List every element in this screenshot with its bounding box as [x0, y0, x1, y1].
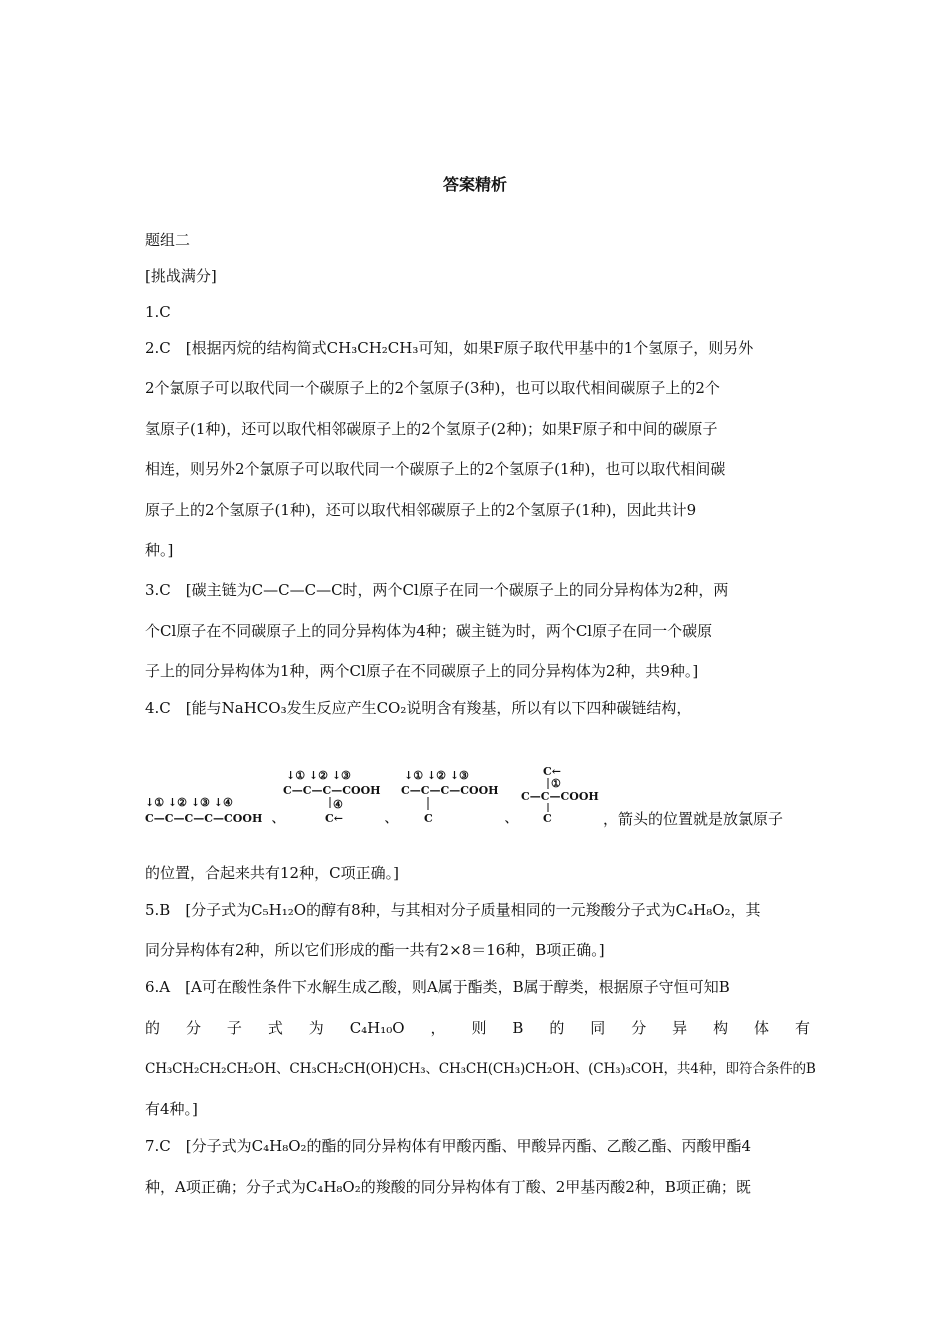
answer-3-line-2: 个Cl原子在不同碳原子上的同分异构体为4种；碳主链为时，两个Cl原子在同一个碳原 — [145, 622, 713, 640]
structure-diagrams — [145, 765, 615, 832]
word: 体 — [754, 1019, 770, 1037]
word: 构 — [713, 1019, 729, 1037]
structure-2-branch: C← — [325, 812, 343, 825]
word: 有 — [794, 1019, 810, 1037]
word: 分 — [185, 1019, 201, 1037]
structure-1-arrows: ↓① ↓② ↓③ ↓④ — [145, 796, 233, 809]
structure-2-arrows: ↓① ↓② ↓③ — [286, 769, 351, 782]
answer-4-line-1: 4.C [能与NaHCO₃发生反应产生CO₂说明含有羧基，所以有以下四种碳链结构， — [145, 699, 692, 717]
structure-3-arrows: ↓① ↓② ↓③ — [404, 769, 469, 782]
structure-1-chain: C—C—C—C—COOH — [145, 812, 263, 825]
word: 则 — [471, 1019, 487, 1037]
word: C₄H₁₀O — [349, 1019, 405, 1037]
word: 的 — [549, 1019, 565, 1037]
structure-3-chain: C—C—C—COOH — [401, 784, 499, 797]
structure-4-top: C← — [543, 765, 561, 778]
word: B — [512, 1019, 524, 1037]
word: 的 — [145, 1019, 161, 1037]
word: 分 — [631, 1019, 647, 1037]
structure-2-chain: C—C—C—COOH — [283, 784, 381, 797]
answer-5-line-1: 5.B [分子式为C₅H₁₂O的醇有8种，与其相对分子质量相同的一元羧酸分子式为C₄H₈O₂，其 — [145, 901, 761, 919]
separator-2: 、 — [385, 812, 396, 825]
carbon-chain-structures — [145, 765, 810, 832]
answer-2-line-1: 2.C [根据丙烷的结构简式CH₃CH₂CH₃可知，如果F原子取代甲基中的1个氢原子，则另外 — [145, 339, 754, 357]
answer-2-line-2: 2个氯原子可以取代同一个碳原子上的2个氢原子(3种)，也可以取代相间碳原子上的2个 — [145, 379, 720, 397]
subsection-heading: [挑战满分] — [145, 267, 217, 285]
answer-1: 1.C — [145, 303, 171, 321]
structure-4-number: ① — [551, 777, 561, 790]
page-title: 答案精析 — [442, 175, 507, 194]
word: ， — [430, 1019, 446, 1037]
section-heading: 题组二 — [145, 231, 191, 249]
structure-3-branch: C — [424, 812, 433, 825]
structure-4-chain: C—C—COOH — [521, 790, 599, 803]
answer-7-line-2: 种，A项正确；分子式为C₄H₈O₂的羧酸的同分异构体有丁酸、2甲基丙酸2种，B项正确；既 — [145, 1178, 751, 1196]
structure-2-branch-number: ④ — [333, 798, 343, 811]
answer-6-line-4: 有4种。] — [145, 1100, 198, 1118]
answer-2-line-6: 种。] — [145, 541, 174, 559]
word: 为 — [308, 1019, 324, 1037]
answer-5-line-2: 同分异构体有2种，所以它们形成的酯一共有2×8＝16种，B项正确。] — [145, 941, 605, 959]
answer-4-explanation — [603, 808, 810, 829]
answer-6-line-3: CH₃CH₂CH₂CH₂OH、CH₃CH₂CH(OH)CH₃、CH₃CH(CH₃)CH₂OH、(CH₃)₃COH，共4种，即符合条件的B — [145, 1061, 816, 1077]
structure-4-bottom: C — [543, 812, 552, 825]
answer-2-line-5: 原子上的2个氢原子(1种)，还可以取代相邻碳原子上的2个氢原子(1种)，因此共计9 — [145, 501, 697, 519]
answer-7-line-1: 7.C [分子式为C₄H₈O₂的酯的同分异构体有甲酸丙酯、甲酸异丙酯、乙酸乙酯、丙酸甲酯4 — [145, 1137, 752, 1155]
word: 子 — [226, 1019, 242, 1037]
separator-1: 、 — [272, 812, 283, 825]
word: 同 — [590, 1019, 606, 1037]
word: 异 — [672, 1019, 688, 1037]
answer-2-line-4: 相连，则另外2个氯原子可以取代同一个碳原子上的2个氢原子(1种)，也可以取代相间碳 — [145, 460, 726, 478]
answer-4-line-3: 的位置，合起来共有12种，C项正确。] — [145, 864, 399, 882]
word: 式 — [267, 1019, 283, 1037]
answer-3-line-1: 3.C [碳主链为C—C—C—C时，两个Cl原子在同一个碳原子上的同分异构体为2种，两 — [145, 581, 729, 599]
separator-3: 、 — [505, 812, 516, 825]
answer-4-tail: ，箭头的位置就是放氯原子 — [603, 810, 784, 828]
answer-6-line-2 — [145, 1017, 810, 1039]
answer-3-line-3: 子上的同分异构体为1种，两个Cl原子在不同碳原子上的同分异构体为2种，共9种。] — [145, 662, 699, 680]
answer-6-line-1: 6.A [A可在酸性条件下水解生成乙酸，则A属于酯类，B属于醇类，根据原子守恒可知B — [145, 978, 730, 996]
answer-2-line-3: 氢原子(1种)，还可以取代相邻碳原子上的2个氢原子(2种)；如果F原子和中间的碳原子 — [145, 420, 718, 438]
